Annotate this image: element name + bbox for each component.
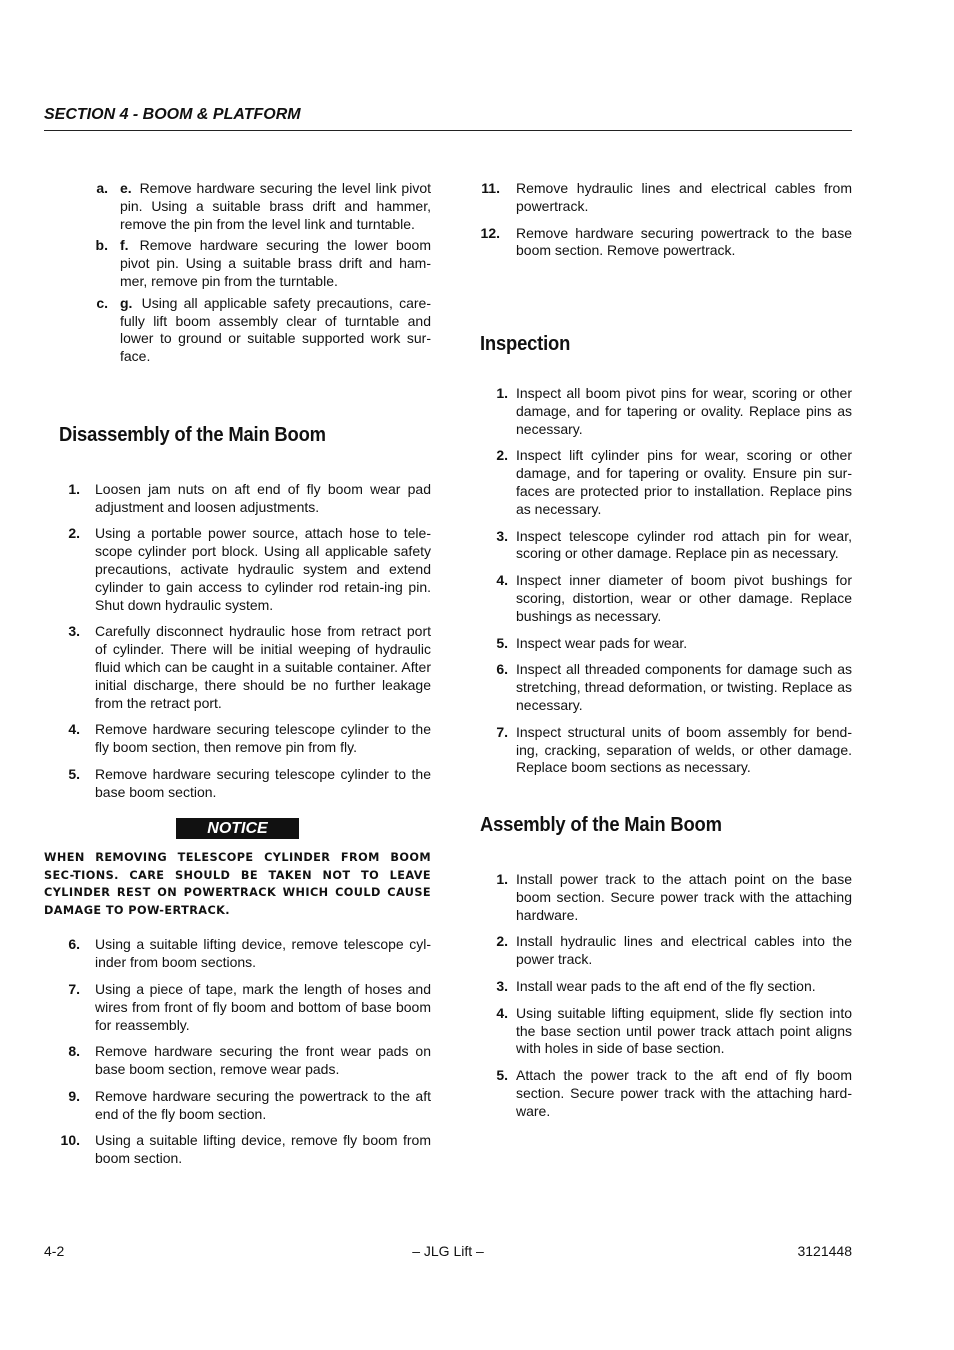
assembly-heading: Assembly of the Main Boom — [480, 814, 722, 837]
step-text: Carefully disconnect hydraulic hose from retract port of cylinder. There will be initial weeping of hydraulic fluid which can be caught in a suitable container. After initial discharge, there should be no further leakage from the retract port. — [95, 623, 431, 711]
list-item — [44, 936, 431, 972]
list-item — [480, 635, 852, 653]
list-item — [480, 447, 852, 518]
step-text: Remove hardware securing the level link pivot pin. Using a suitable brass drift and hammer, remove the pin from the level link and turntable. — [120, 180, 432, 232]
step-letter: a. — [96, 180, 108, 196]
step-number: 7. — [68, 980, 80, 997]
list-item — [44, 1043, 431, 1079]
disassembly-steps-right — [480, 180, 852, 260]
step-text: Install power track to the attach point on the base boom section. Secure power track with the attaching hardware. — [516, 870, 852, 923]
step-text: Using a suitable lifting device, remove telescope cyl-inder from boom sections. — [95, 936, 431, 971]
document-number: 3121448 — [797, 1243, 852, 1259]
step-number: 4. — [496, 572, 508, 589]
list-item — [44, 766, 431, 802]
list-item — [480, 724, 852, 777]
page-number: 4-2 — [44, 1243, 65, 1259]
step-number: 3. — [68, 623, 80, 640]
step-text: Inspect wear pads for wear. — [516, 634, 688, 651]
step-number: 3. — [496, 977, 508, 994]
step-letter: b. — [95, 237, 108, 254]
list-item — [480, 933, 852, 969]
step-number: 2. — [496, 933, 508, 950]
step-text: Inspect telescope cylinder rod attach pin for wear, scoring or other damage. Replace pin as necessary. — [516, 527, 852, 562]
step-text: Using all applicable safety precautions, care-fully lift boom assembly clear of turntable and lower to ground or suitable supported work sur-face. — [120, 294, 432, 365]
list-item — [44, 981, 431, 1034]
step-text: Remove hardware securing the lower boom pivot pin. Using a suitable brass drift and ham-mer, remove pin from the turntable. — [120, 237, 431, 289]
step-number: 5. — [496, 634, 508, 651]
step-text: Remove hardware securing the front wear pads on base boom section, remove wear pads. — [95, 1043, 431, 1078]
disassembly-steps-continued — [44, 936, 431, 1168]
step-text: Install hydraulic lines and electrical cables into the power track. — [516, 933, 852, 968]
list-item — [44, 525, 431, 614]
list-item — [480, 1005, 852, 1058]
step-number: 11. — [481, 180, 500, 196]
list-item — [480, 225, 852, 261]
list-item — [480, 572, 852, 625]
step-text: Using a portable power source, attach hose to tele-scope cylinder port block. Using all applicable safety precautions, activate hydraulic system and extend cylinder to gain access to cylinder rod retain-ing pin. Shut down hydraulic system. — [95, 525, 431, 613]
list-item — [480, 978, 852, 996]
list-item — [44, 721, 431, 757]
left-column — [44, 180, 431, 1177]
notice-text: WHEN REMOVING TELESCOPE CYLINDER FROM BOOM SEC-TIONS. CARE SHOULD BE TAKEN NOT TO LEAVE CYLINDER REST ON POWERTRACK WHICH COULD CAUSE DAMAGE TO POW-ERTRACK. — [44, 851, 431, 917]
list-item — [44, 180, 431, 233]
list-item — [44, 237, 431, 290]
step-letter: c. — [96, 294, 108, 311]
notice-label: NOTICE — [176, 818, 298, 840]
step-text: Install wear pads to the aft end of the fly section. — [516, 977, 816, 994]
step-text: Remove hardware securing the powertrack to the aft end of the fly boom section. — [95, 1087, 431, 1122]
step-number: 6. — [68, 936, 80, 953]
step-text: Loosen jam nuts on aft end of fly boom wear pad adjustment and loosen adjustments. — [95, 480, 431, 515]
step-number: 1. — [496, 870, 508, 887]
list-item — [44, 1132, 431, 1168]
list-item — [44, 623, 431, 712]
right-column — [480, 180, 852, 1129]
step-number: 10. — [60, 1132, 80, 1149]
step-text: Inspect inner diameter of boom pivot bushings for scoring, distortion, wear or other damage. Replace bushings as necessary. — [516, 572, 852, 624]
inspection-heading: Inspection — [480, 333, 571, 356]
list-item — [44, 295, 431, 366]
step-text: Attach the power track to the aft end of fly boom section. Secure power track with the attaching hard-ware. — [516, 1067, 852, 1119]
step-number: 5. — [496, 1067, 508, 1084]
section-header — [44, 106, 852, 131]
list-item — [480, 871, 852, 924]
step-number: 2. — [496, 447, 508, 464]
step-text: Inspect structural units of boom assembly for bend-ing, cracking, separation of welds, or other damage. Replace boom sections as necessary. — [516, 723, 852, 776]
step-number: 5. — [68, 765, 80, 782]
step-text: Using a suitable lifting device, remove fly boom from boom section. — [95, 1132, 431, 1167]
alpha-steps — [44, 180, 431, 366]
step-text: Inspect lift cylinder pins for wear, scoring or other damage, and for tapering or ovality. Ensure pin sur-faces are protected prior to installation. Replace pins as necessary. — [516, 447, 852, 517]
step-text: Remove hardware securing powertrack to the base boom section. Remove powertrack. — [516, 224, 852, 259]
footer-brand: – JLG Lift – — [412, 1243, 484, 1259]
step-text: Remove hydraulic lines and electrical cables from powertrack. — [516, 180, 852, 214]
step-text: Using suitable lifting equipment, slide fly section into the base section until power track attach point aligns with holes in side of base section. — [516, 1004, 852, 1057]
step-number: 1. — [496, 384, 508, 401]
sub-step-letter: g. — [120, 294, 133, 311]
list-item — [480, 661, 852, 714]
sub-step-letter: e. — [120, 180, 132, 196]
section-title: SECTION 4 - BOOM & PLATFORM — [44, 106, 301, 123]
sub-step-letter: f. — [120, 237, 129, 254]
notice-banner — [44, 818, 431, 840]
step-number: 9. — [68, 1087, 80, 1104]
step-number: 2. — [68, 525, 80, 542]
step-number: 4. — [68, 721, 80, 738]
step-number: 4. — [496, 1004, 508, 1021]
step-text: Inspect all boom pivot pins for wear, scoring or other damage, and for tapering or ovality. Replace pins as necessary. — [516, 384, 852, 437]
step-number: 12. — [480, 224, 500, 241]
list-item — [480, 385, 852, 438]
step-number: 1. — [68, 480, 80, 497]
list-item — [480, 1067, 852, 1120]
step-text: Remove hardware securing telescope cylinder to the fly boom section, then remove pin from fly. — [95, 721, 431, 756]
list-item — [44, 1088, 431, 1124]
disassembly-steps — [44, 481, 431, 802]
step-number: 6. — [496, 661, 508, 678]
list-item — [44, 481, 431, 517]
step-number: 3. — [496, 527, 508, 544]
list-item — [480, 528, 852, 564]
step-text: Using a piece of tape, mark the length of hoses and wires from front of fly boom and bottom of base boom for reassembly. — [95, 980, 431, 1033]
inspection-steps — [480, 385, 852, 777]
list-item — [480, 180, 852, 216]
step-text: Remove hardware securing telescope cylinder to the base boom section. — [95, 765, 431, 800]
disassembly-heading: Disassembly of the Main Boom — [59, 423, 326, 446]
step-text: Inspect all threaded components for damage such as stretching, thread deformation, or twisting. Replace as necessary. — [516, 661, 852, 713]
step-number: 8. — [68, 1043, 80, 1060]
assembly-steps — [480, 871, 852, 1121]
step-number: 7. — [496, 723, 508, 740]
